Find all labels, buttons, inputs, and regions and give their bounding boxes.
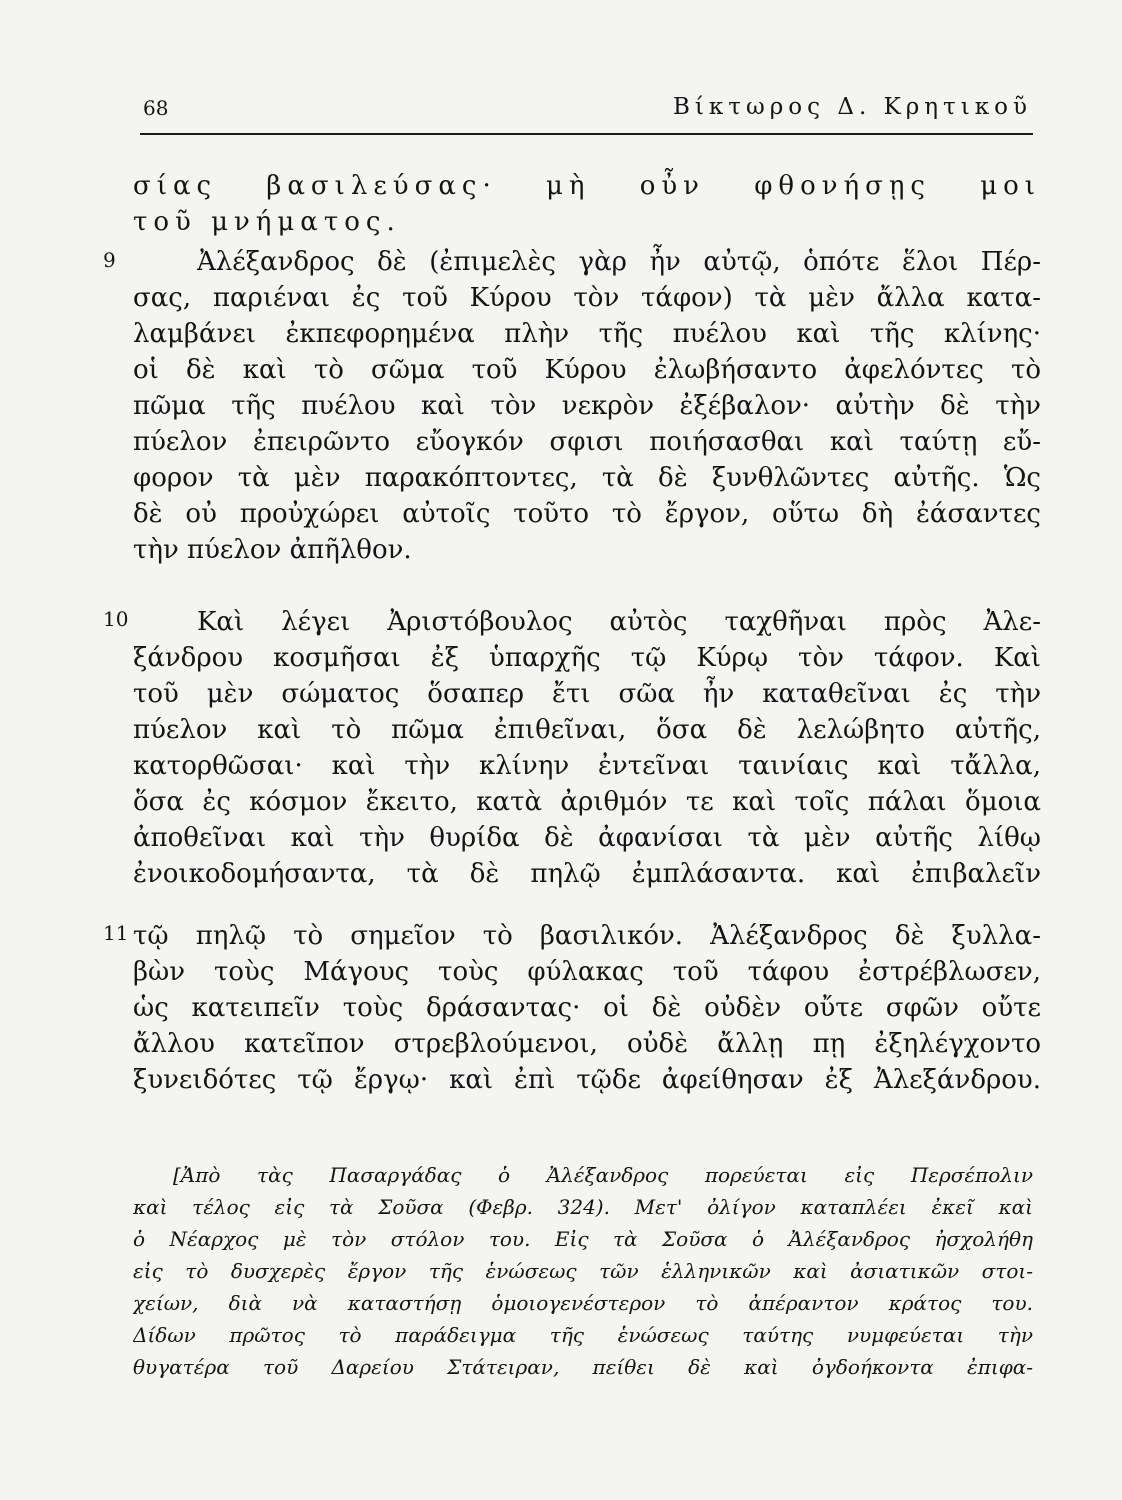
text-line: κατορθῶσαι· καὶ τὴν κλίνην ἐντεῖναι ταινίαις καὶ τἄλλα, xyxy=(133,751,1041,781)
text-line: σας, παριέναι ἐς τοῦ Κύρου τὸν τάφον) τὰ μὲν ἄλλα κατα- xyxy=(133,283,1041,313)
text-line: τῷ πηλῷ τὸ σημεῖον τὸ βασιλικόν. Ἀλέξανδρος δὲ ξυλλα- xyxy=(133,921,1041,951)
page-number: 68 xyxy=(143,96,169,120)
text-line: φορον τὰ μὲν παρακόπτοντες, τὰ δὲ ξυνθλῶντες αὐτῆς. Ὡς xyxy=(133,463,1041,493)
text-line: ξάνδρου κοσμῆσαι ἐξ ὑπαρχῆς τῷ Κύρῳ τὸν τάφον. Καὶ xyxy=(133,643,1041,673)
text-line: πῶμα τῆς πυέλου καὶ τὸν νεκρὸν ἐξέβαλον· αὐτὴν δὲ τὴν xyxy=(133,391,1041,421)
text-line: τοῦ μνήματος. xyxy=(133,207,401,237)
running-head: Βίκτωρος Δ. Κρητικοῦ xyxy=(673,94,1032,120)
section-number-10: 10 xyxy=(103,607,129,631)
text-line: πύελον ἐπειρῶντο εὔογκόν σφισι ποιήσασθαι καὶ ταύτῃ εὔ- xyxy=(133,427,1041,457)
note-line: θυγατέρα τοῦ Δαρείου Στάτειραν, πείθει δὲ καὶ ὀγδοήκοντα ἐπιφα- xyxy=(133,1355,1033,1379)
text-line: ξυνειδότες τῷ ἔργῳ· καὶ ἐπὶ τῷδε ἀφείθησαν ἐξ Ἀλεξάνδρου. xyxy=(133,1065,1041,1095)
text-line: δὲ οὐ προὐχώρει αὐτοῖς τοῦτο τὸ ἔργον, οὕτω δὴ ἐάσαντες xyxy=(133,499,1041,529)
note-line: Δίδων πρῶτος τὸ παράδειγμα τῆς ἑνώσεως ταύτης νυμφεύεται τὴν xyxy=(133,1323,1033,1347)
section-number-11: 11 xyxy=(103,921,129,945)
text-line: Καὶ λέγει Ἀριστόβουλος αὐτὸς ταχθῆναι πρὸς Ἀλε- xyxy=(197,607,1041,637)
note-line: [Ἀπὸ τὰς Πασαργάδας ὁ Ἀλέξανδρος πορεύεται εἰς Περσέπολιν xyxy=(173,1163,1033,1187)
note-line: καὶ τέλος εἰς τὰ Σοῦσα (Φεβρ. 324). Μετ' ὀλίγον καταπλέει ἐκεῖ καὶ xyxy=(133,1195,1033,1219)
text-line: ὅσα ἐς κόσμον ἔκειτο, κατὰ ἀριθμόν τε καὶ τοῖς πάλαι ὅμοια xyxy=(133,787,1041,817)
text-line: ἀποθεῖναι καὶ τὴν θυρίδα δὲ ἀφανίσαι τὰ μὲν αὐτῆς λίθῳ xyxy=(133,823,1041,853)
text-line: βὼν τοὺς Μάγους τοὺς φύλακας τοῦ τάφου ἐστρέβλωσεν, xyxy=(133,957,1041,987)
header-rule xyxy=(140,133,1033,135)
text-line: τὴν πύελον ἀπῆλθον. xyxy=(133,535,412,565)
text-line: οἱ δὲ καὶ τὸ σῶμα τοῦ Κύρου ἐλωβήσαντο ἀφελόντες τὸ xyxy=(133,355,1041,385)
text-line: σίας βασιλεύσας· μὴ οὖν φθονήσῃς μοι xyxy=(133,171,1041,201)
note-line: χείων, διὰ νὰ καταστήσῃ ὁμοιογενέστερον τὸ ἀπέραντον κράτος του. xyxy=(133,1291,1033,1315)
section-number-9: 9 xyxy=(103,248,116,272)
note-line: ὁ Νέαρχος μὲ τὸν στόλον του. Εἰς τὰ Σοῦσα ὁ Ἀλέξανδρος ἠσχολήθη xyxy=(133,1227,1033,1251)
text-line: Ἀλέξανδρος δὲ (ἐπιμελὲς γὰρ ἦν αὐτῷ, ὁπότε ἕλοι Πέρ- xyxy=(197,247,1041,277)
text-line: ὡς κατειπεῖν τοὺς δράσαντας· οἱ δὲ οὐδὲν οὔτε σφῶν οὔτε xyxy=(133,993,1041,1023)
note-line: εἰς τὸ δυσχερὲς ἔργον τῆς ἑνώσεως τῶν ἑλληνικῶν καὶ ἀσιατικῶν στοι- xyxy=(133,1259,1033,1283)
text-line: ἐνοικοδομήσαντα, τὰ δὲ πηλῷ ἐμπλάσαντα. καὶ ἐπιβαλεῖν xyxy=(133,859,1041,889)
text-line: τοῦ μὲν σώματος ὅσαπερ ἔτι σῶα ἦν καταθεῖναι ἐς τὴν xyxy=(133,679,1041,709)
text-line: ἄλλου κατεῖπον στρεβλούμενοι, οὐδὲ ἄλλῃ πῃ ἐξηλέγχοντο xyxy=(133,1029,1041,1059)
text-line: πύελον καὶ τὸ πῶμα ἐπιθεῖναι, ὅσα δὲ λελώβητο αὐτῆς, xyxy=(133,715,1041,745)
text-line: λαμβάνει ἐκπεφορημένα πλὴν τῆς πυέλου καὶ τῆς κλίνης· xyxy=(133,319,1041,349)
